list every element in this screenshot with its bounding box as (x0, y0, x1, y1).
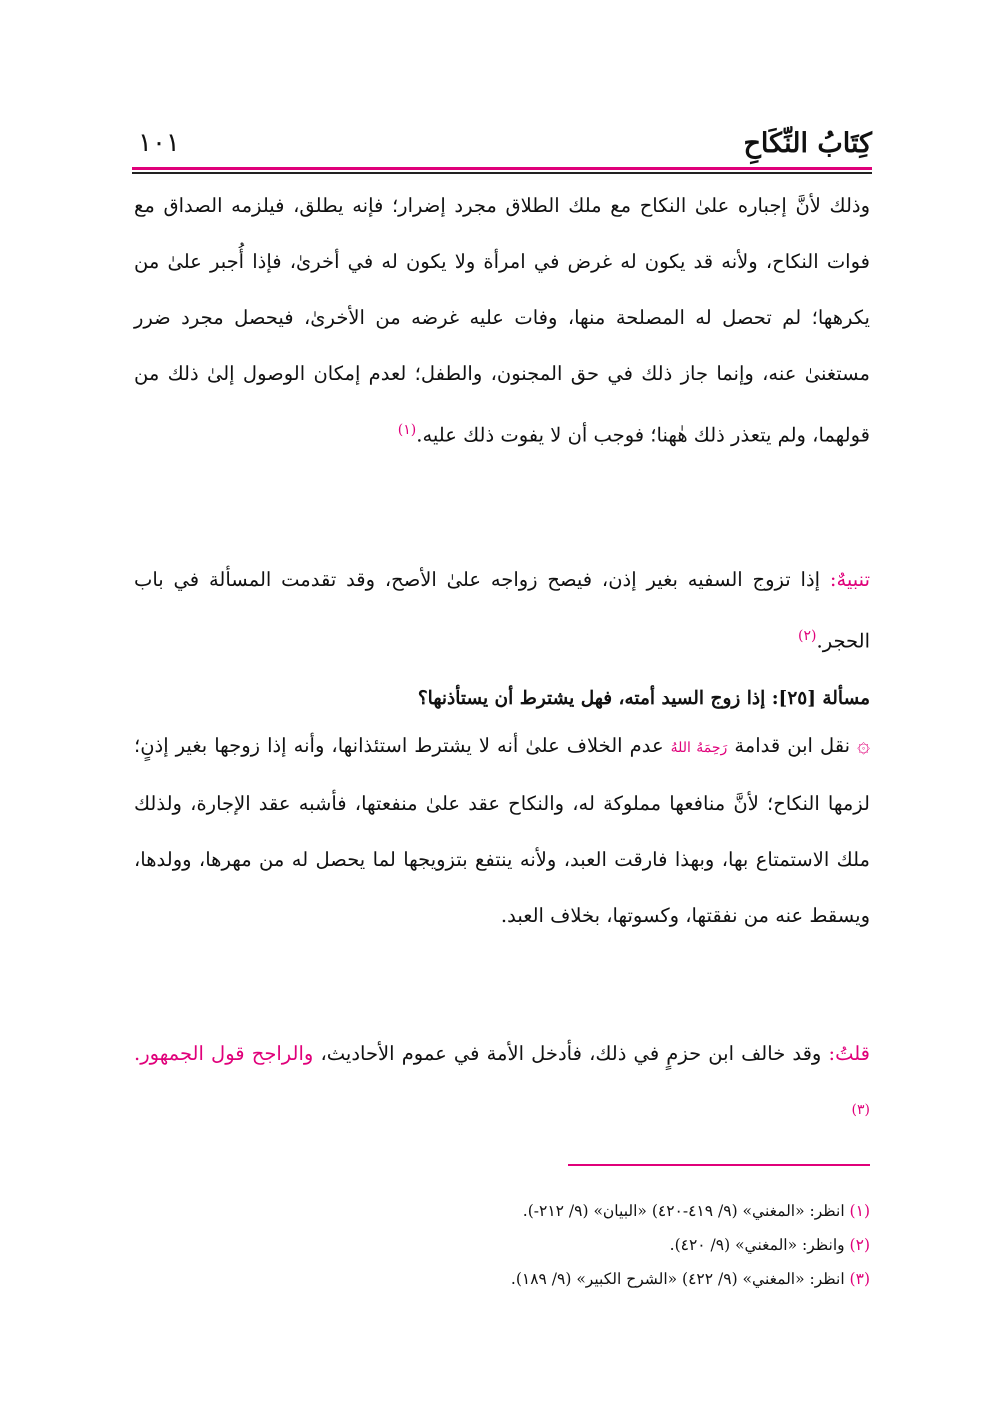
footnote-2-number: (٢) (849, 1236, 870, 1254)
issue-number-label: مسألة [٢٥]: (771, 688, 870, 709)
paragraph-1 (134, 178, 870, 464)
footnote-2 (134, 1228, 870, 1262)
conclusion-text: والراجح قول الجمهور. (134, 1042, 314, 1065)
header-rule (132, 172, 872, 174)
paragraph-2 (134, 552, 870, 670)
footnote-3-text: انظر: «المغني» (٩/ ٤٢٢) «الشرح الكبير» (٩/ ١٨٩). (510, 1270, 850, 1288)
footnote-1 (134, 1194, 870, 1228)
paragraph-3 (134, 718, 870, 944)
footnotes (134, 1194, 870, 1296)
paragraph-2-body: إذا تزوج السفيه بغير إذن، فيصح زواجه علىٰ الأصح، وقد تقدمت المسألة في باب الحجر. (134, 568, 870, 653)
footnote-2-text: وانظر: «المغني» (٩/ ٤٢٠). (669, 1236, 850, 1254)
paragraph-2-text (134, 552, 870, 670)
page-header (130, 128, 872, 168)
footnote-ref-3[interactable]: (٣) (851, 1102, 870, 1118)
header-rule-accent (132, 167, 872, 170)
footnote-3 (134, 1262, 870, 1296)
footnote-1-number: (١) (849, 1202, 870, 1220)
paragraph-1-text (134, 178, 870, 464)
paragraph-3-text (134, 718, 870, 944)
paragraph-4-text (134, 1026, 870, 1144)
issue-question: إذا زوج السيد أمته، فهل يشترط أن يستأذنها؟ (417, 688, 772, 709)
paragraph-3-body-a: نقل ابن قدامة (727, 734, 858, 757)
rosette-icon: ۞ (857, 733, 870, 758)
footnote-ref-2[interactable]: (٢) (798, 628, 817, 644)
footnote-1-text: انظر: «المغني» (٩/ ٤١٩-٤٢٠) «البيان» (٩/ ٢١٢-). (522, 1202, 850, 1220)
paragraph-3-body-b: عدم الخلاف علىٰ أنه لا يشترط استئذانها، وأنه إذا زوجها بغير إذنٍ؛ لزمها النكاح؛ لأنَّ منافعها مملوكة له، والنكاح عقد علىٰ منفعتها، فأشبه عقد الإجارة، ولذلك ملك الاستمتاع بها، وبهذا فارقت العبد، ولأنه ينتفع بتزويجها لما يحصل له من مهرها، وولدها، ويسقط عنه من نفقتها، وكسوتها، بخلاف العبد. (134, 734, 870, 927)
honorific-mark: رَحِمَهُ اللهُ (670, 740, 728, 756)
note-label: تنبيهٌ: (829, 568, 870, 591)
footnote-3-number: (٣) (849, 1270, 870, 1288)
issue-heading (134, 684, 870, 714)
paragraph-4-body: وقد خالف ابن حزمٍ في ذلك، فأدخل الأمة في عموم الأحاديث، (320, 1042, 829, 1065)
footnote-ref-1[interactable]: (١) (397, 422, 417, 438)
said-label: قلتُ: (828, 1042, 870, 1065)
book-title: كِتَابُ النِّكَاحِ (743, 128, 872, 159)
paragraph-4 (134, 1026, 870, 1144)
page-number: ١٠١ (138, 128, 180, 158)
footnote-separator (568, 1164, 870, 1166)
paragraph-1-body: وذلك لأنَّ إجباره علىٰ النكاح مع ملك الطلاق مجرد إضرار؛ فإنه يطلق، فيلزمه الصداق مع فوات النكاح، ولأنه قد يكون له غرض في امرأة ولا يكون له في أخرىٰ، فإذا أُجبر علىٰ من يكرهها؛ لم تحصل له المصلحة منها، وفات عليه غرضه من الأخرىٰ، فيحصل مجرد ضرر مستغنىٰ عنه، وإنما جاز ذلك في حق المجنون، والطفل؛ لعدم إمكان الوصول إلىٰ ذلك من قولهما، ولم يتعذر ذلك هٰهنا؛ فوجب أن لا يفوت ذلك عليه. (134, 194, 870, 447)
